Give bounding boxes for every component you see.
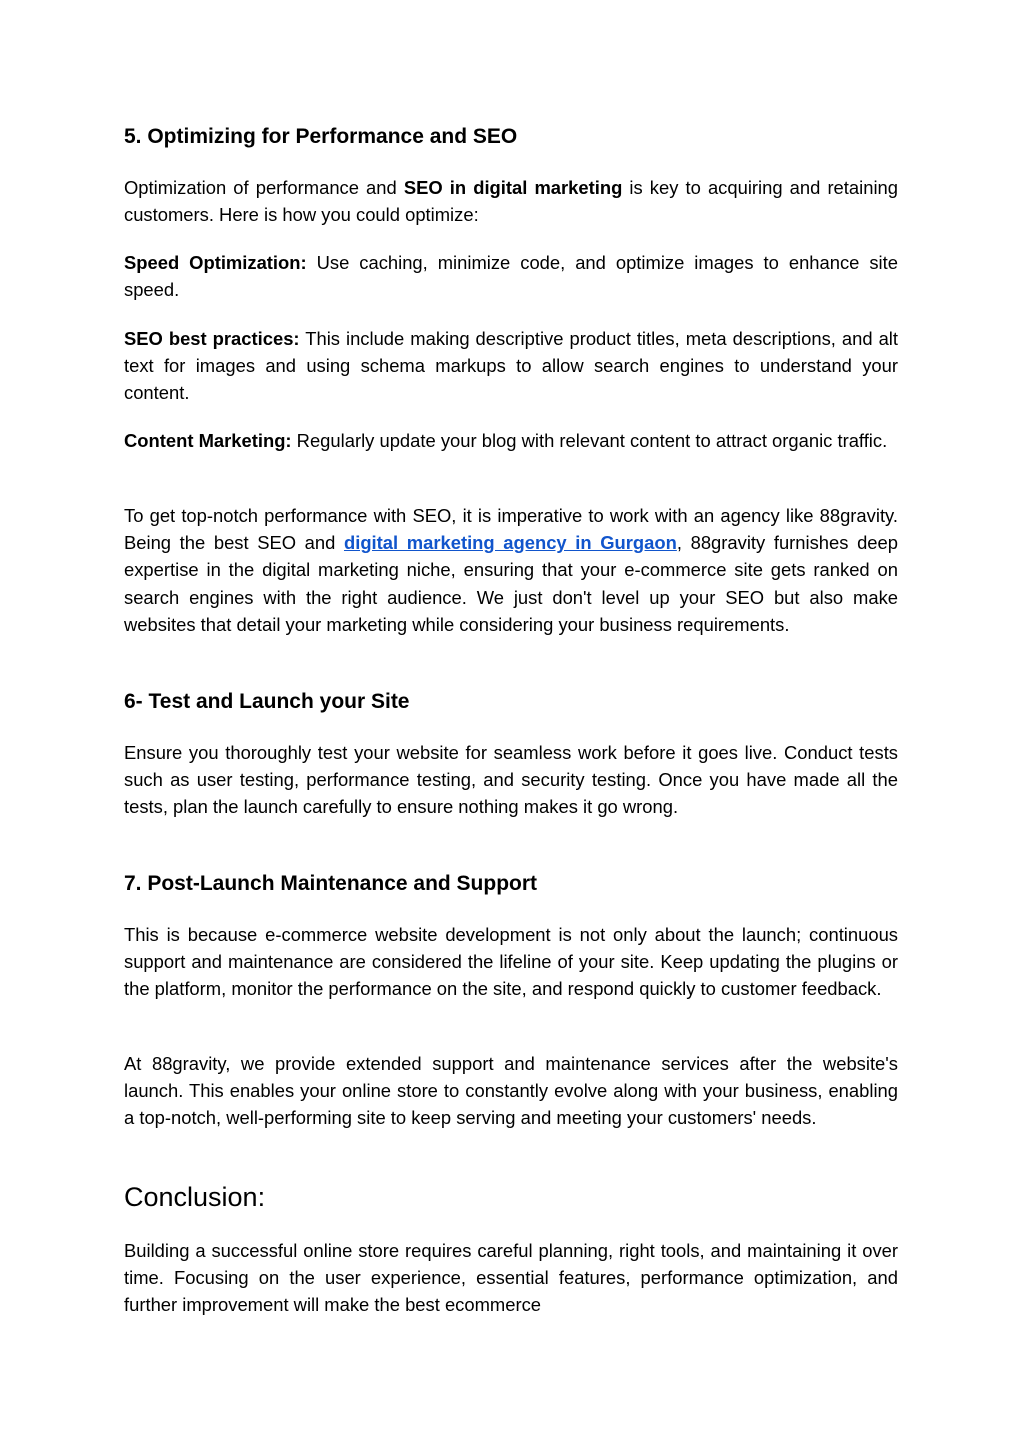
paragraph-seo-best-practices xyxy=(124,325,898,407)
paragraph-optimization-intro xyxy=(124,174,898,228)
content-marketing-text: Regularly update your blog with relevant content to attract organic traffic. xyxy=(291,430,888,451)
conclusion-heading: Conclusion: xyxy=(124,1182,266,1212)
paragraph-speed-optimization xyxy=(124,249,898,303)
paragraph-conclusion: Building a successful online store requires careful planning, right tools, and maintaining it over time. Focusing on the user experience, essential features, performance optimization, and further improvement will make the best ecommerce xyxy=(124,1240,898,1316)
seo-practices-text: This include making descriptive product titles, meta descriptions, and alt text for images and using schema markups to allow search engines to understand your content. xyxy=(124,328,898,404)
intro-bold-term: SEO in digital marketing xyxy=(403,177,623,198)
intro-text-end: is key to acquiring and retaining customers. Here is how you could optimize: xyxy=(124,177,898,226)
agency-text-start: To get top-notch performance with SEO, it is imperative to work with an agency like 88gravity. Being the best SEO and xyxy=(124,505,898,554)
intro-text-start: Optimization of performance and xyxy=(124,177,404,198)
content-marketing-label: Content Marketing: xyxy=(124,430,292,451)
paragraph-agency xyxy=(124,502,898,638)
speed-label: Speed Optimization: xyxy=(124,252,307,273)
paragraph-post-launch-2: At 88gravity, we provide extended support and maintenance services after the website's launch. This enables your online store to constantly evolve along with your business, enabling a top-notch, well-performing site to keep serving and meeting your customers' needs. xyxy=(124,1053,898,1129)
seo-practices-label: SEO best practices: xyxy=(124,328,300,349)
speed-text: Use caching, minimize code, and optimize images to enhance site speed. xyxy=(124,252,898,301)
paragraph-post-launch-1: This is because e-commerce website development is not only about the launch; continuous support and maintenance are considered the lifeline of your site. Keep updating the plugins or the platform, monitor the performance on the site, and respond quickly to customer feedback. xyxy=(124,924,898,1000)
agency-link[interactable]: digital marketing agency in Gurgaon xyxy=(343,532,677,554)
section-heading-test-launch: 6- Test and Launch your Site xyxy=(124,690,410,713)
section-heading-post-launch: 7. Post-Launch Maintenance and Support xyxy=(124,872,538,895)
section-heading-performance-seo: 5. Optimizing for Performance and SEO xyxy=(124,125,518,148)
paragraph-content-marketing xyxy=(124,427,898,454)
paragraph-test-launch: Ensure you thoroughly test your website for seamless work before it goes live. Conduct tests such as user testing, performance testing, and security testing. Once you have made all the tests, plan the launch carefully to ensure nothing makes it go wrong. xyxy=(124,742,898,818)
agency-text-end: , 88gravity furnishes deep expertise in the digital marketing niche, ensuring that your e-commerce site gets ranked on search engines with the right audience. We just don't level up your SEO but also make websites that detail your marketing while considering your business requirements. xyxy=(124,532,898,635)
